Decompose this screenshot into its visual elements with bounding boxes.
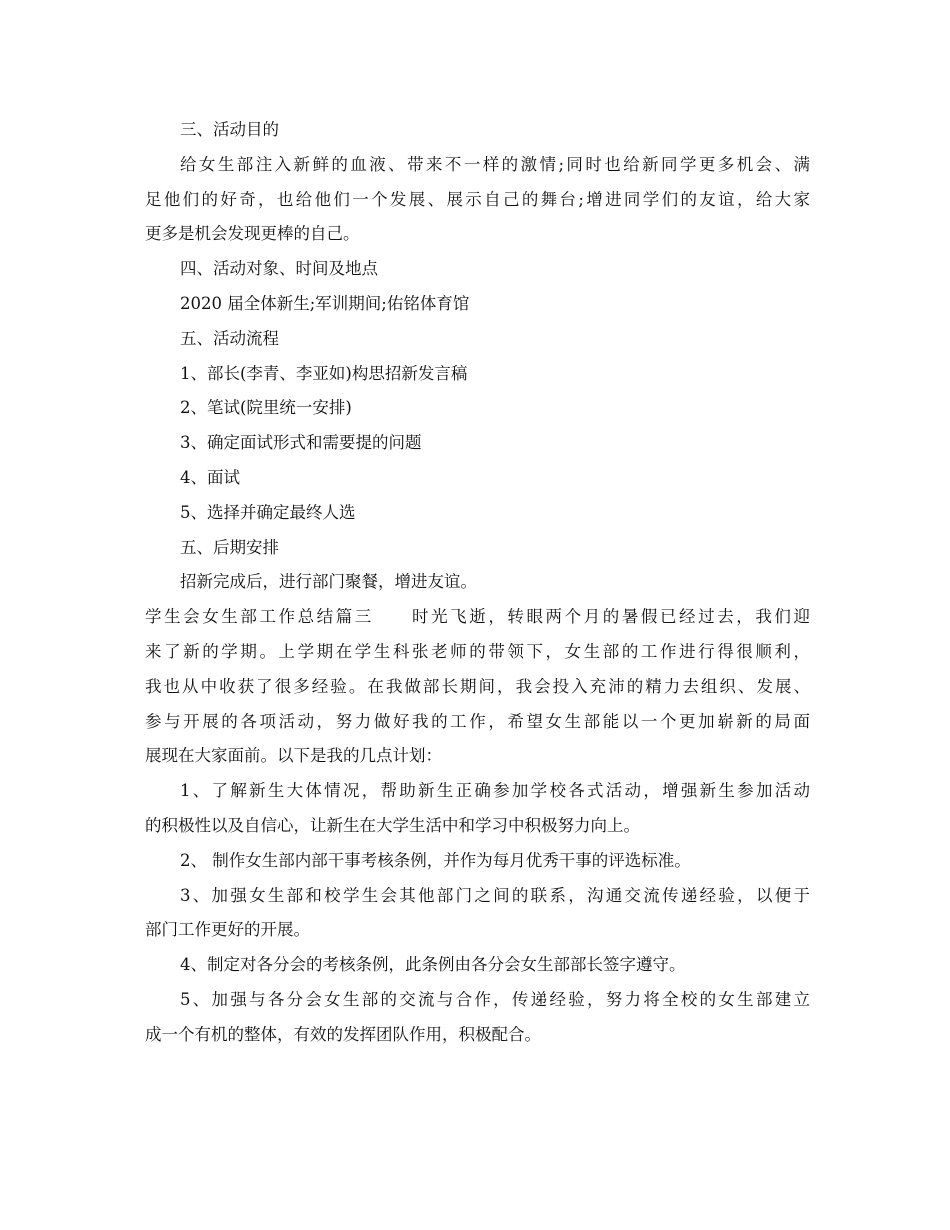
text-line: 4、面试 (180, 467, 240, 487)
text-line: 2020 届全体新生;军训期间;佑铭体育馆 (180, 293, 470, 313)
text-line: 四、活动对象、时间及地点 (180, 259, 378, 279)
text-line: 五、后期安排 (180, 537, 279, 557)
text-line: 成一个有机的整体，有效的发挥团队作用，积极配合。 (145, 1024, 541, 1044)
text-line: 部门工作更好的开展。 (145, 920, 310, 940)
text-line: 1、部长(李青、李亚如)构思招新发言稿 (180, 363, 468, 383)
text-line: 3、确定面试形式和需要提的问题 (180, 433, 422, 453)
text-line: 5、选择并确定最终人选 (180, 502, 356, 522)
text-line: 5、加强与各分会女生部的交流与合作，传递经验，努力将全校的女生部建立 (180, 989, 810, 1009)
text-line: 更多是机会发现更棒的自己。 (145, 224, 360, 244)
text-line: 我也从中收获了很多经验。在我做部长期间，我会投入充沛的精力去组织、发展、 (145, 676, 810, 696)
text-line: 参与开展的各项活动，努力做好我的工作，希望女生部能以一个更加崭新的局面 (145, 711, 810, 731)
text-line: 2、 制作女生部内部干事考核条例，并作为每月优秀干事的评选标准。 (180, 850, 691, 870)
text-line: 五、活动流程 (180, 328, 279, 348)
text-line: 2、笔试(院里统一安排) (180, 398, 352, 418)
document-body (145, 113, 810, 1053)
text-line: 展现在大家面前。以下是我的几点计划： (145, 746, 442, 766)
text-line: 三、活动目的 (180, 120, 279, 139)
text-line: 招新完成后，进行部门聚餐，增进友谊。 (180, 572, 477, 592)
text-line: 4、制定对各分会的考核条例，此条例由各分会女生部部长签字遵守。 (180, 955, 686, 975)
text-line: 给女生部注入新鲜的血液、带来不一样的激情;同时也给新同学更多机会、满 (180, 154, 810, 174)
text-line: 的积极性以及自信心，让新生在大学生活中和学习中积极努力向上。 (145, 815, 640, 835)
text-line: 3、加强女生部和校学生会其他部门之间的联系，沟通交流传递经验，以便于 (180, 885, 810, 905)
text-line: 1、了解新生大体情况，帮助新生正确参加学校各式活动，增强新生参加活动 (180, 781, 810, 801)
text-line: 来了新的学期。上学期在学生科张老师的带领下，女生部的工作进行得很顺利， (145, 641, 810, 661)
text-line: 足他们的好奇，也给他们一个发展、展示自己的舞台;增进同学们的友谊，给大家 (145, 189, 810, 209)
text-line: 学生会女生部工作总结篇三 时光飞逝，转眼两个月的暑假已经过去，我们迎 (145, 607, 810, 627)
